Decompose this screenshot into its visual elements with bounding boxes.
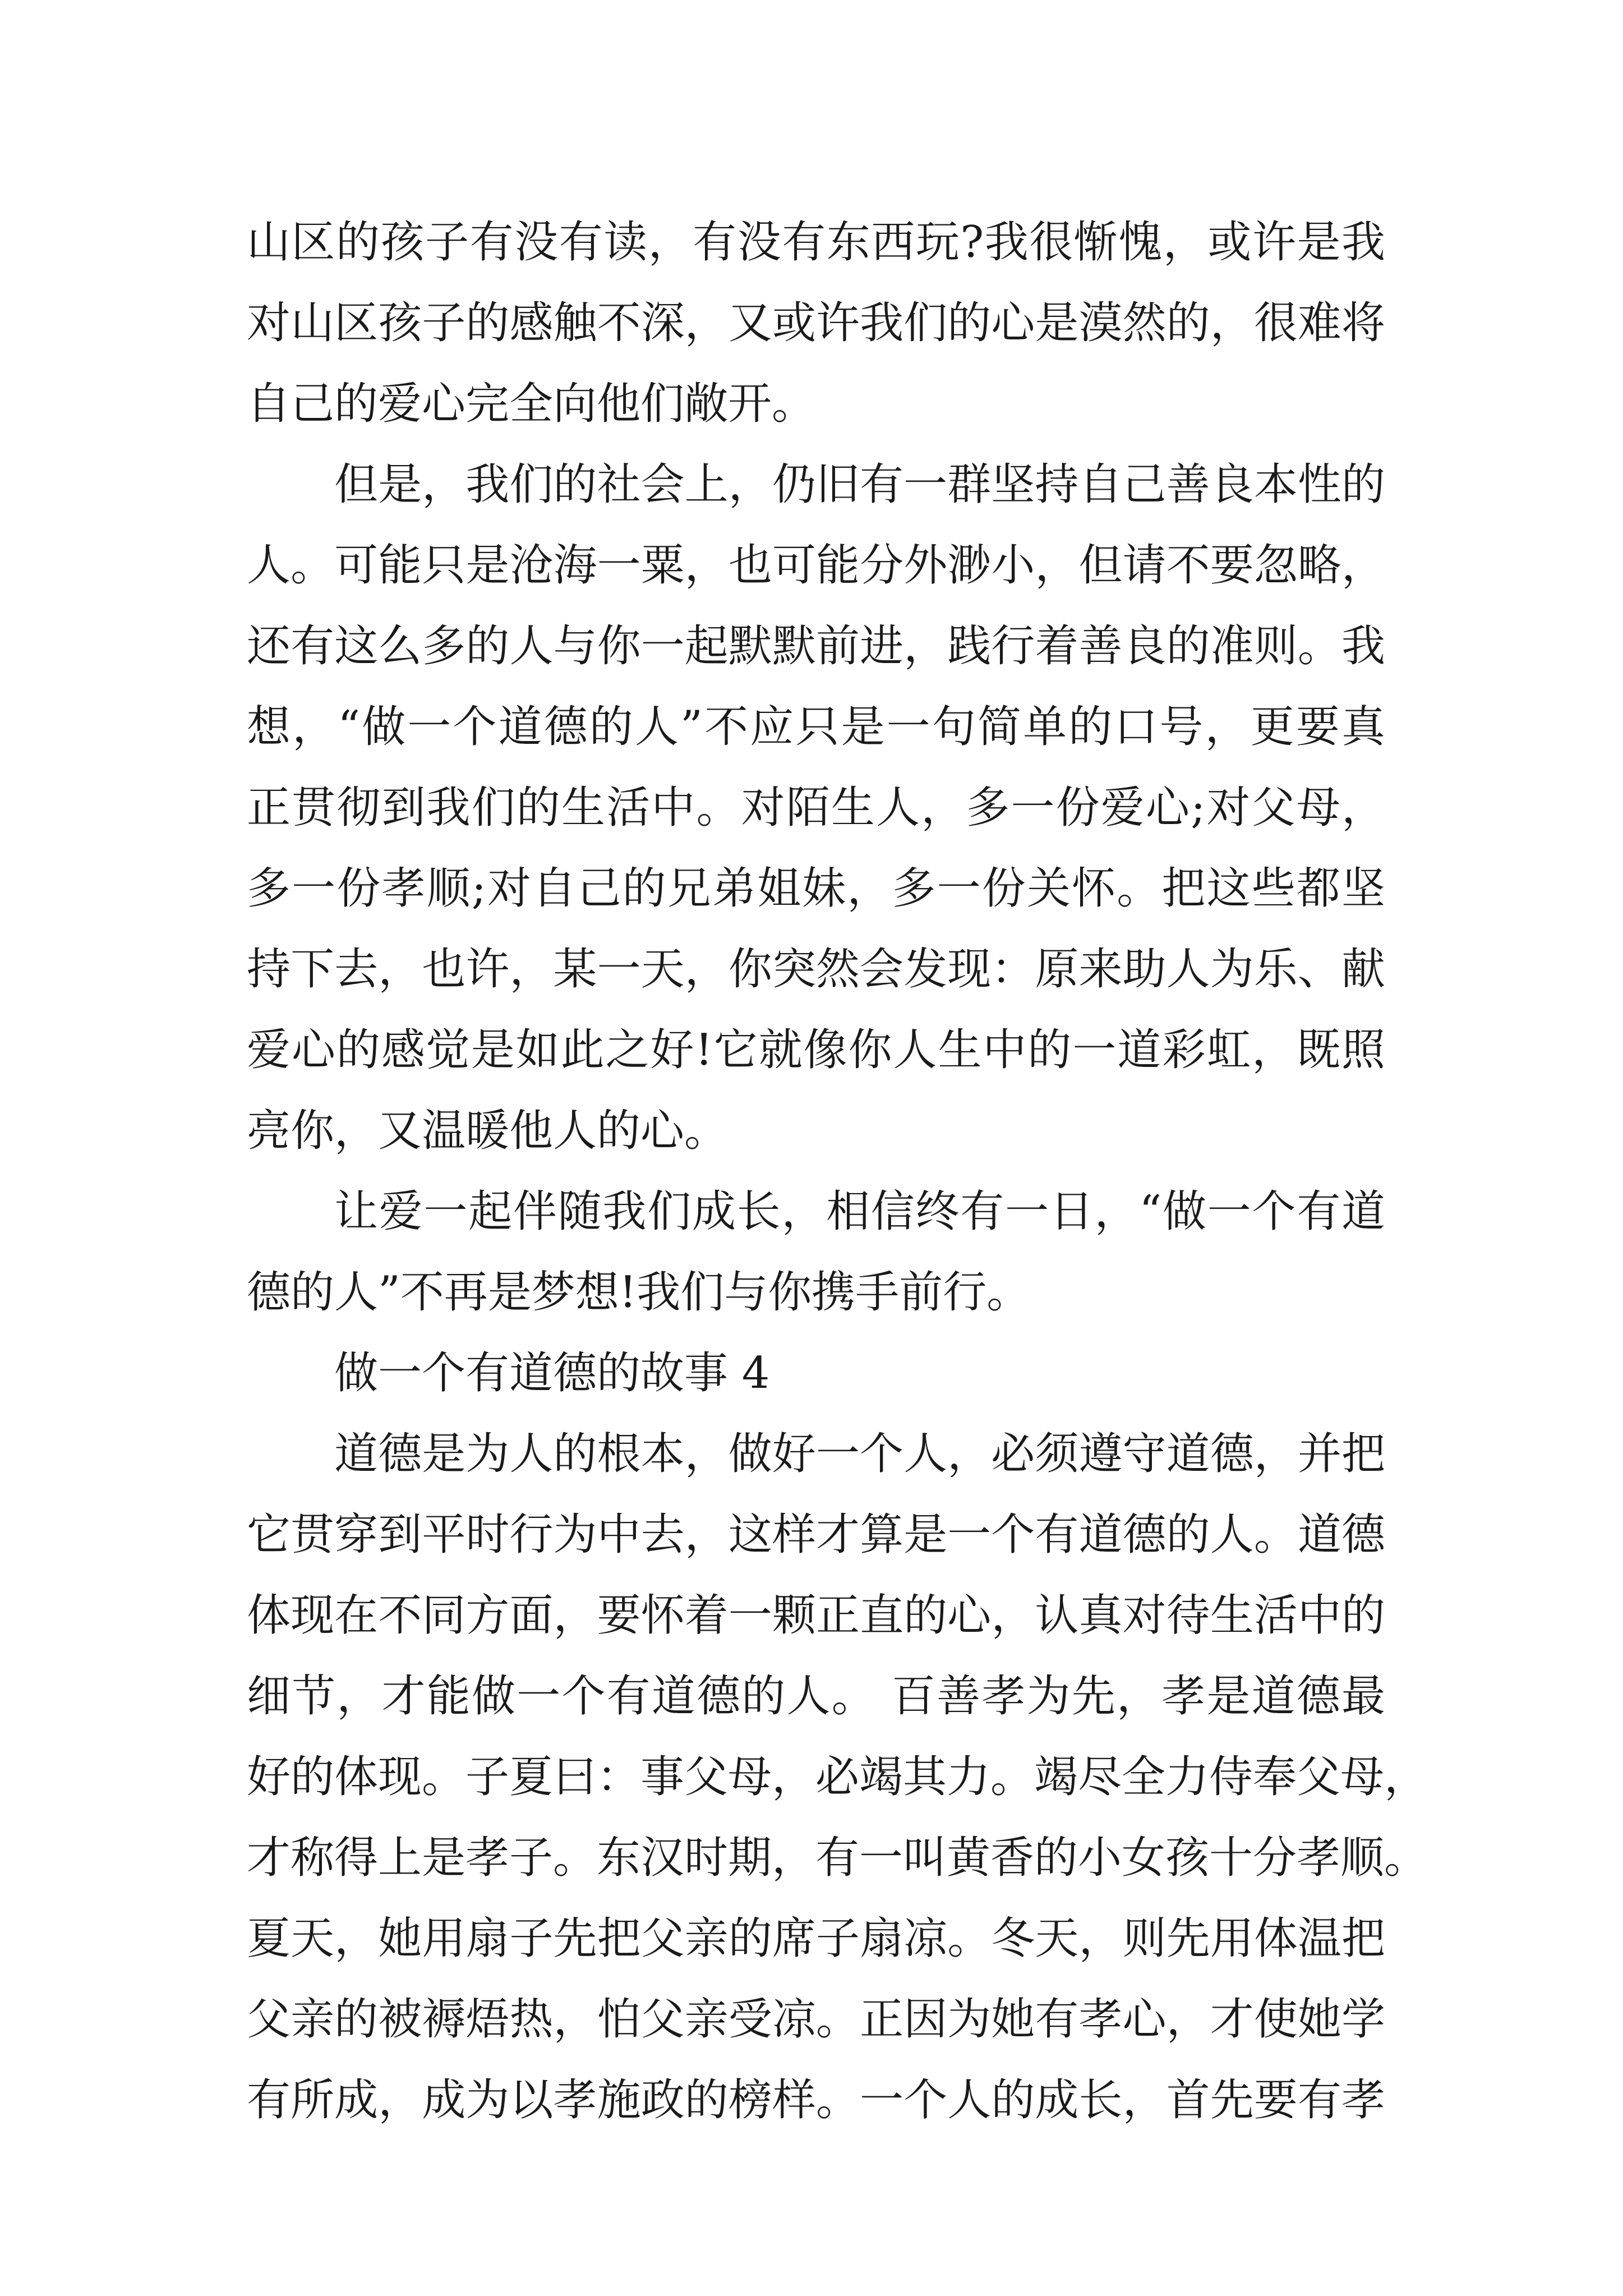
text-line: 多一份孝顺;对自己的兄弟姐妹，多一份关怀。把这些都坚 bbox=[247, 863, 1385, 914]
paragraph-start-line: 但是，我们的社会上，仍旧有一群坚持自己善良本性的 bbox=[334, 459, 1385, 510]
text-line: 细节，才能做一个有道德的人。 百善孝为先，孝是道德最 bbox=[247, 1671, 1385, 1722]
text-line: 爱心的感觉是如此之好!它就像你人生中的一道彩虹，既照 bbox=[247, 1025, 1385, 1075]
text-line: 正贯彻到我们的生活中。对陌生人，多一份爱心;对父母， bbox=[247, 783, 1385, 833]
paragraph-start-line: 让爱一起伴随我们成长，相信终有一日，“做一个有道 bbox=[334, 1186, 1385, 1237]
text-line: 德的人”不再是梦想!我们与你携手前行。 bbox=[247, 1267, 1031, 1318]
text-line: 体现在不同方面，要怀着一颗正直的心，认真对待生活中的 bbox=[247, 1590, 1385, 1641]
document-body bbox=[247, 202, 1428, 2141]
text-line: 想，“做一个道德的人”不应只是一句简单的口号，更要真 bbox=[247, 702, 1385, 752]
text-line: 有所成，成为以孝施政的榜样。一个人的成长，首先要有孝 bbox=[247, 2075, 1385, 2125]
text-line: 持下去，也许，某一天，你突然会发现：原来助人为乐、献 bbox=[247, 944, 1385, 995]
paragraph-start-line: 道德是为人的根本，做好一个人，必须遵守道德，并把 bbox=[334, 1429, 1385, 1479]
text-line: 好的体现。子夏曰：事父母，必竭其力。竭尽全力侍奉父母， bbox=[247, 1752, 1428, 1802]
text-line: 才称得上是孝子。东汉时期，有一叫黄香的小女孩十分孝顺。 bbox=[247, 1833, 1428, 1883]
text-line: 自己的爱心完全向他们敞开。 bbox=[247, 379, 816, 429]
text-line: 对山区孩子的感触不深，又或许我们的心是漠然的，很难将 bbox=[247, 298, 1385, 348]
text-line: 山区的孩子有没有读，有没有东西玩?我很惭愧，或许是我 bbox=[247, 217, 1385, 268]
text-line: 还有这么多的人与你一起默默前进，践行着善良的准则。我 bbox=[247, 621, 1385, 671]
text-line: 夏天，她用扇子先把父亲的席子扇凉。冬天，则先用体温把 bbox=[247, 1913, 1385, 1964]
section-heading: 做一个有道德的故事 4 bbox=[334, 1348, 770, 1398]
text-line: 亮你，又温暖他人的心。 bbox=[247, 1106, 728, 1156]
text-line: 父亲的被褥焐热，怕父亲受凉。正因为她有孝心，才使她学 bbox=[247, 1994, 1385, 2045]
text-line: 人。可能只是沧海一粟，也可能分外渺小，但请不要忽略， bbox=[247, 540, 1385, 591]
text-line: 它贯穿到平时行为中去，这样才算是一个有道德的人。道德 bbox=[247, 1510, 1385, 1560]
